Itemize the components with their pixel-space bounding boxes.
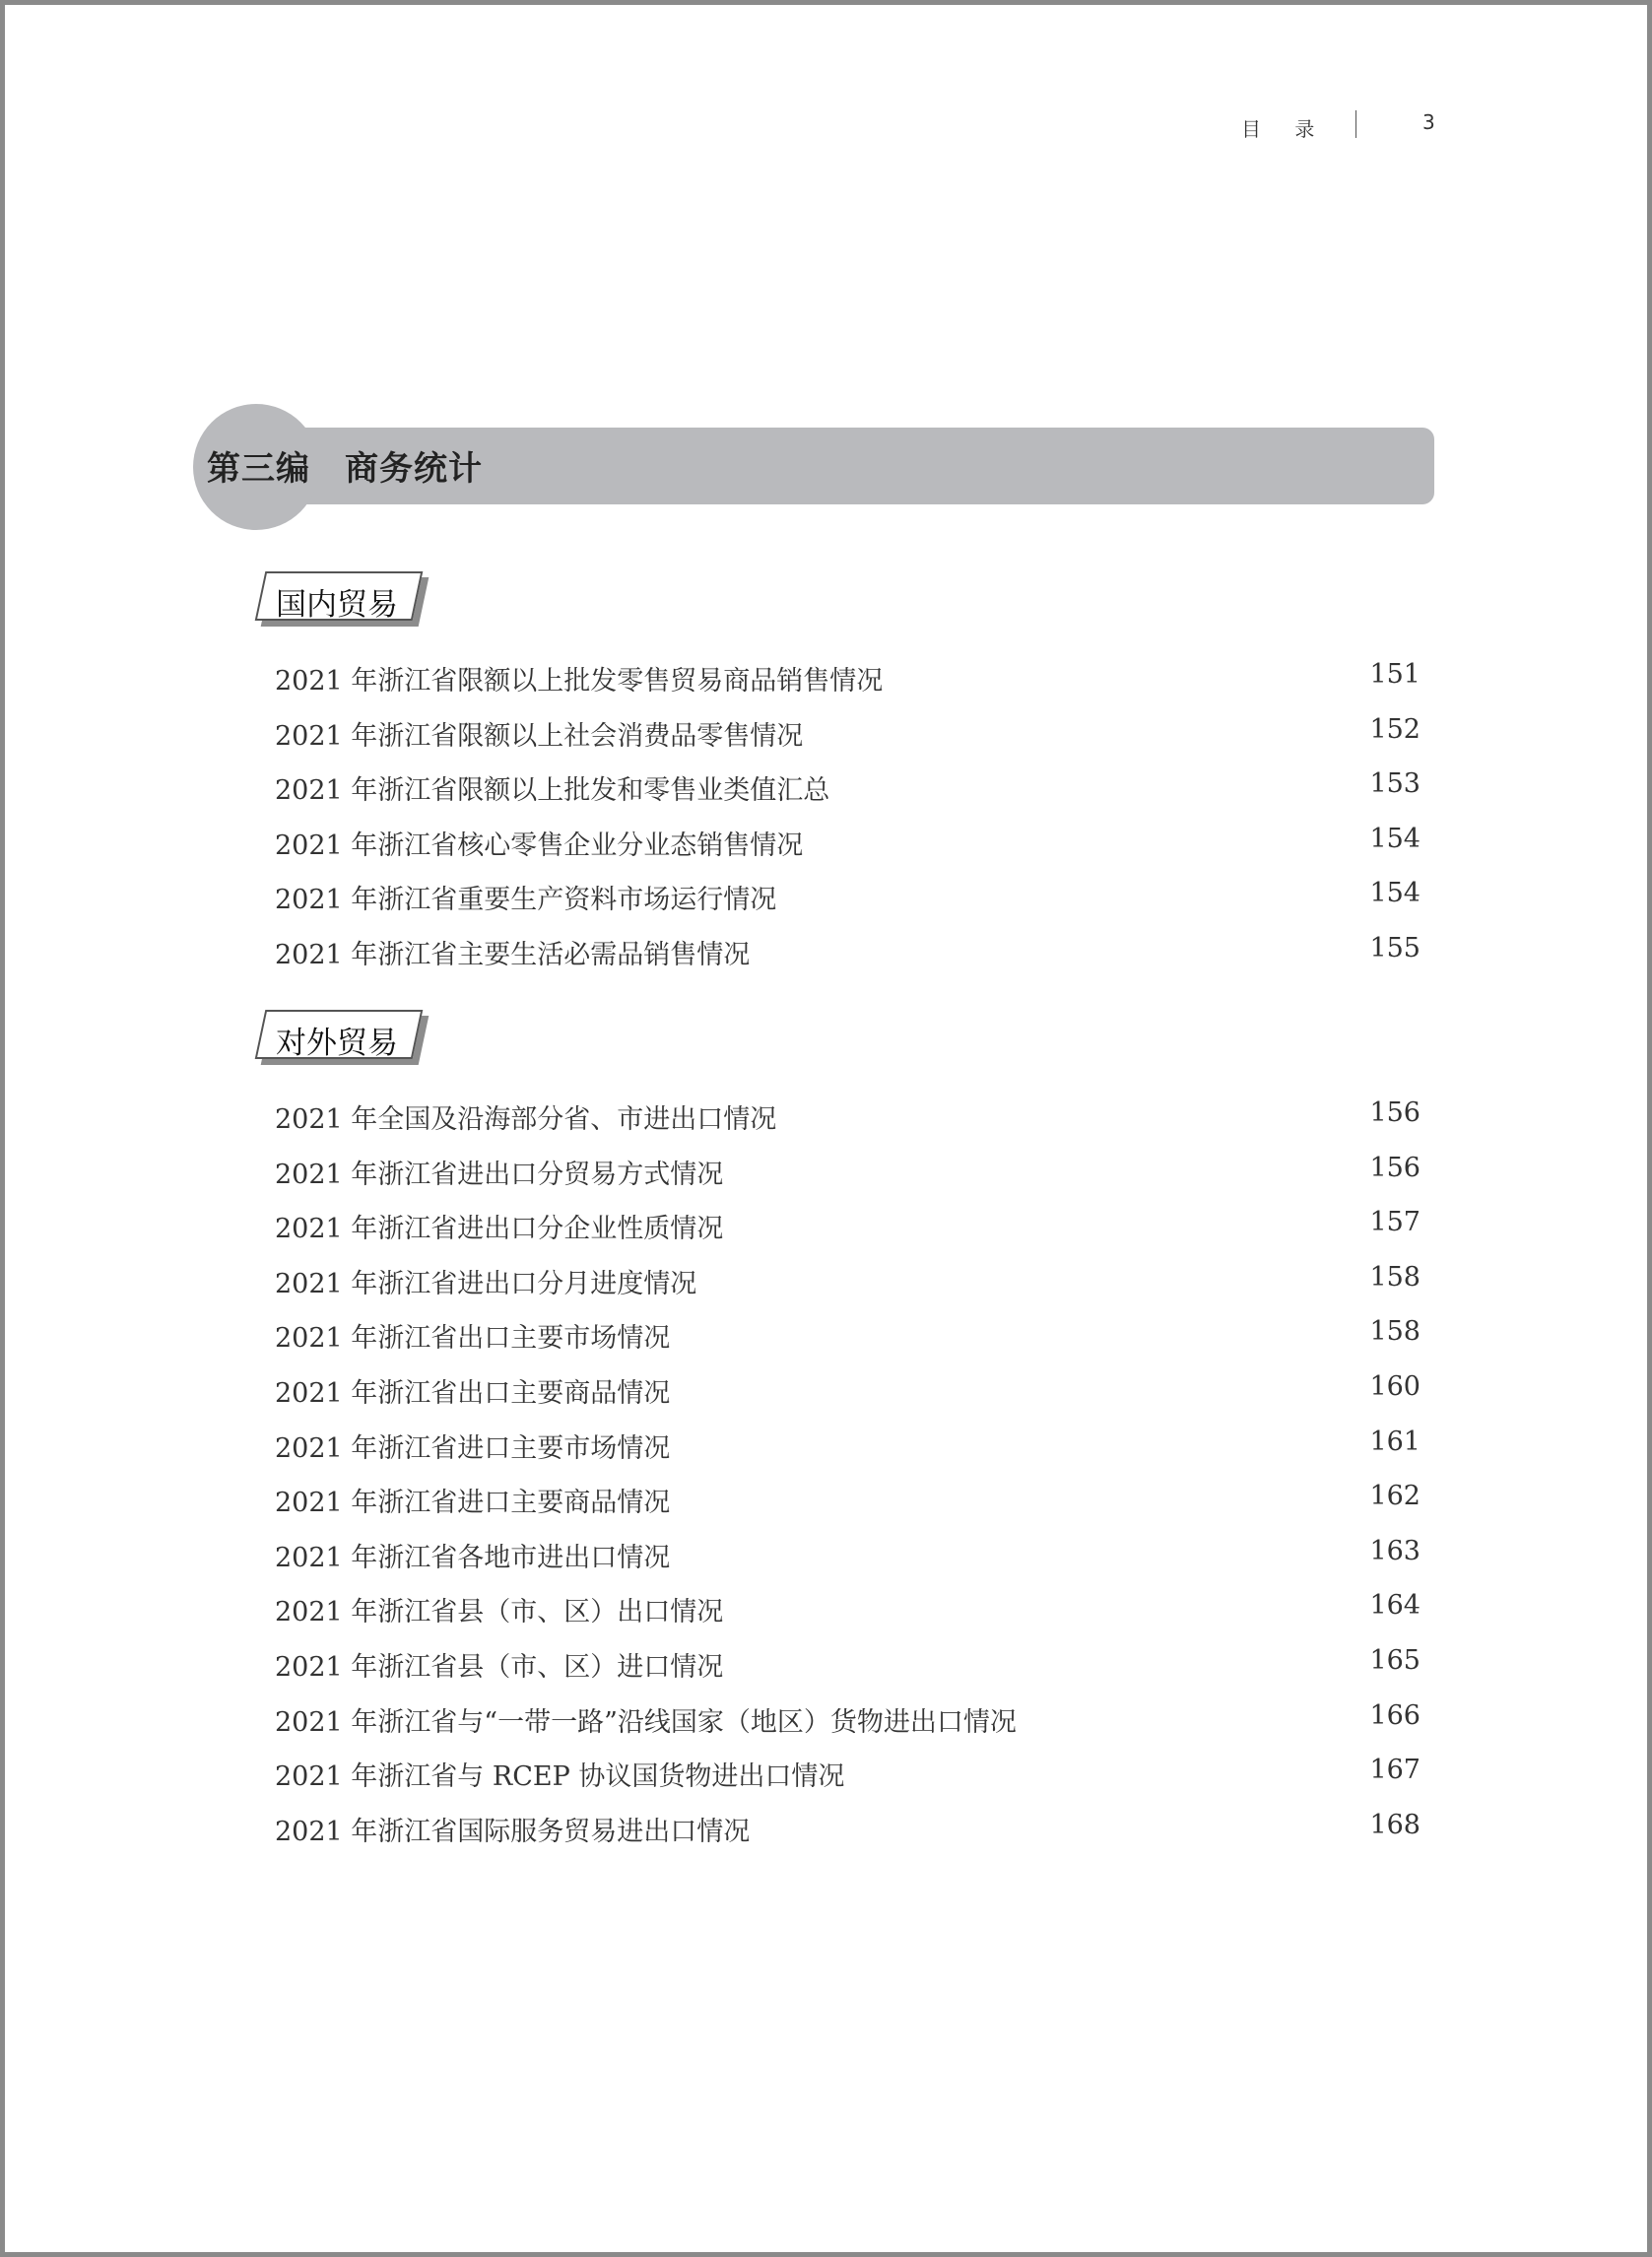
toc-entry[interactable] <box>275 1316 1421 1371</box>
toc-entry-page: 154 <box>1369 823 1421 854</box>
toc-entry-page: 151 <box>1369 659 1421 690</box>
toc-entry[interactable] <box>275 878 1421 933</box>
toc-entry[interactable] <box>275 1097 1421 1153</box>
toc-entry-page: 165 <box>1369 1644 1421 1676</box>
part-banner <box>193 404 1436 530</box>
toc-entry[interactable] <box>275 659 1421 714</box>
toc-entry-title: 2021 年浙江省进口主要市场情况 <box>275 1432 671 1464</box>
header-page-number: 3 <box>1422 110 1435 134</box>
toc-entry-page: 160 <box>1369 1370 1421 1402</box>
toc-entry-page: 157 <box>1369 1207 1421 1238</box>
toc-entry[interactable] <box>275 1810 1421 1865</box>
toc-list-domestic-trade <box>275 659 1421 988</box>
toc-entry-page: 164 <box>1369 1590 1421 1622</box>
toc-entry[interactable] <box>275 1153 1421 1208</box>
part-title: 第三编 商务统计 <box>207 449 483 489</box>
toc-entry[interactable] <box>275 1262 1421 1317</box>
toc-entry[interactable] <box>275 1645 1421 1700</box>
toc-entry-title: 2021 年浙江省限额以上社会消费品零售情况 <box>275 720 804 752</box>
toc-entry[interactable] <box>275 1207 1421 1262</box>
header-section-title: 目 录 <box>1241 117 1329 141</box>
toc-entry-page: 153 <box>1369 768 1421 800</box>
toc-entry-page: 158 <box>1369 1261 1421 1293</box>
toc-entry-title: 2021 年浙江省县（市、区）出口情况 <box>275 1597 724 1628</box>
toc-entry-title: 2021 年浙江省限额以上批发零售贸易商品销售情况 <box>275 666 884 697</box>
toc-entry-title: 2021 年浙江省进出口分月进度情况 <box>275 1268 697 1299</box>
toc-entry-title: 2021 年全国及沿海部分省、市进出口情况 <box>275 1104 777 1135</box>
toc-entry[interactable] <box>275 714 1421 769</box>
toc-entry-page: 156 <box>1369 1097 1421 1128</box>
toc-entry[interactable] <box>275 1536 1421 1591</box>
toc-entry-title: 2021 年浙江省国际服务贸易进出口情况 <box>275 1816 751 1847</box>
toc-entry-title: 2021 年浙江省重要生产资料市场运行情况 <box>275 885 777 916</box>
toc-entry[interactable] <box>275 1481 1421 1536</box>
toc-entry-page: 154 <box>1369 878 1421 909</box>
toc-entry[interactable] <box>275 1755 1421 1810</box>
toc-entry-title: 2021 年浙江省进出口分贸易方式情况 <box>275 1159 724 1190</box>
toc-entry-page: 168 <box>1369 1809 1421 1840</box>
toc-entry-page: 158 <box>1369 1316 1421 1348</box>
toc-entry[interactable] <box>275 768 1421 824</box>
toc-entry-page: 161 <box>1369 1426 1421 1457</box>
toc-entry-title: 2021 年浙江省出口主要市场情况 <box>275 1323 671 1355</box>
toc-entry[interactable] <box>275 1590 1421 1645</box>
toc-entry-title: 2021 年浙江省县（市、区）进口情况 <box>275 1651 724 1683</box>
toc-entry-page: 152 <box>1369 713 1421 745</box>
toc-entry-title: 2021 年浙江省与“一带一路”沿线国家（地区）货物进出口情况 <box>275 1706 1017 1738</box>
toc-entry-title: 2021 年浙江省主要生活必需品销售情况 <box>275 939 751 970</box>
toc-entry-title: 2021 年浙江省限额以上批发和零售业类值汇总 <box>275 775 830 807</box>
toc-entry[interactable] <box>275 1700 1421 1756</box>
toc-entry-page: 166 <box>1369 1699 1421 1731</box>
toc-entry-page: 162 <box>1369 1481 1421 1512</box>
section-heading-foreign-trade <box>258 1010 431 1067</box>
toc-entry[interactable] <box>275 824 1421 879</box>
toc-entry-page: 155 <box>1369 932 1421 963</box>
toc-entry-page: 163 <box>1369 1535 1421 1566</box>
header-divider <box>1355 110 1356 138</box>
toc-entry-page: 156 <box>1369 1152 1421 1183</box>
toc-entry-title: 2021 年浙江省与 RCEP 协议国货物进出口情况 <box>275 1761 845 1793</box>
toc-entry[interactable] <box>275 1371 1421 1427</box>
toc-entry-title: 2021 年浙江省出口主要商品情况 <box>275 1377 671 1409</box>
section-heading-label: 对外贸易 <box>276 1026 398 1061</box>
section-heading-label: 国内贸易 <box>276 587 398 623</box>
section-heading-domestic-trade <box>258 571 431 629</box>
toc-entry-title: 2021 年浙江省进出口分企业性质情况 <box>275 1214 724 1245</box>
toc-entry-title: 2021 年浙江省进口主要商品情况 <box>275 1488 671 1519</box>
toc-entry-page: 167 <box>1369 1755 1421 1786</box>
toc-entry[interactable] <box>275 933 1421 988</box>
toc-entry-title: 2021 年浙江省各地市进出口情况 <box>275 1542 671 1573</box>
toc-entry[interactable] <box>275 1427 1421 1482</box>
toc-entry-title: 2021 年浙江省核心零售企业分业态销售情况 <box>275 830 804 861</box>
toc-list-foreign-trade <box>275 1097 1421 1864</box>
running-header <box>1236 108 1433 140</box>
